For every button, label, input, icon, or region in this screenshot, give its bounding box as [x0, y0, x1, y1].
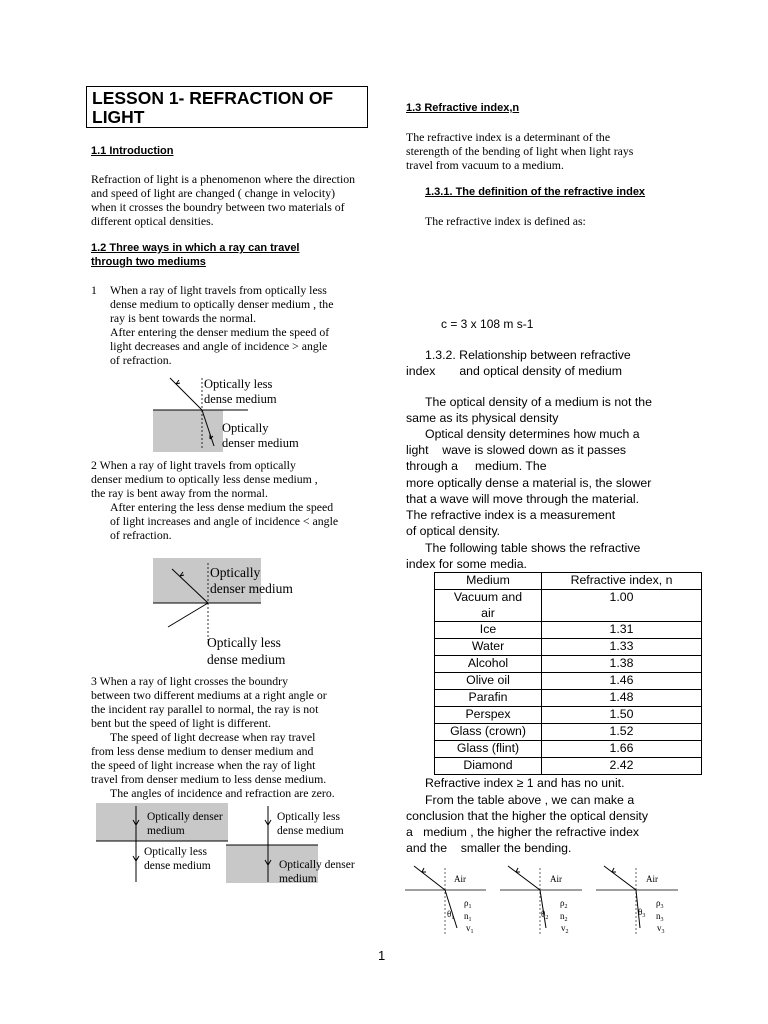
fig2-label-less-dense-2: dense medium — [207, 652, 286, 667]
fig2-label-denser-1: Optically — [210, 565, 261, 580]
table-row — [435, 707, 702, 724]
table-cell-medium: Water — [435, 639, 542, 656]
s132-line1: 1.3.2. Relationship between refractive — [425, 348, 631, 362]
p1-line8: The refractive index is a measurement — [406, 508, 616, 522]
v-label: $v_1$ — [466, 923, 474, 935]
p1-line5: through a medium. The — [406, 459, 547, 473]
way3-line5: The speed of light decrease when ray travel — [110, 730, 316, 744]
way3-line2: between two different mediums at a right angle or — [91, 688, 327, 702]
arrow-icon — [612, 868, 616, 872]
way2-line1: 2 When a ray of light travels from optically — [91, 458, 296, 472]
table-cell-medium: Olive oil — [435, 673, 542, 690]
table-cell-index: 1.38 — [542, 656, 702, 673]
incident-ray — [508, 866, 540, 890]
table-cell-medium: Glass (flint) — [435, 741, 542, 758]
theta-label: $\theta_1$ — [447, 909, 455, 921]
table-cell-medium: Diamond — [435, 758, 542, 775]
p1-line1: The optical density of a medium is not the — [425, 395, 652, 409]
table-cell-index: 1.46 — [542, 673, 702, 690]
table-cell-index: 1.00 — [542, 590, 702, 622]
s13-line3: travel from vacuum to a medium. — [406, 158, 564, 172]
fig3b-label-less-dense-1: Optically less — [277, 811, 340, 823]
table-row — [435, 622, 702, 639]
table-cell-index: 1.52 — [542, 724, 702, 741]
s13-line1: The refractive index is a determinant of the — [406, 130, 611, 144]
incident-ray — [414, 866, 445, 890]
p1-line9: of optical density. — [406, 524, 501, 538]
after-line3: conclusion that the higher the optical density — [406, 809, 648, 823]
incident-ray — [170, 378, 202, 410]
table-cell-medium: Alcohol — [435, 656, 542, 673]
table-cell-medium-line2: air — [481, 605, 495, 620]
fig1-label-denser-1: Optically — [222, 421, 269, 435]
bending-diagram-1 — [405, 866, 486, 935]
table-row — [435, 656, 702, 673]
table-row — [435, 724, 702, 741]
lesson-title: LESSON 1- REFRACTION OF LIGHT — [86, 86, 368, 128]
way1-line5: light decreases and angle of incidence > angle — [110, 339, 328, 353]
refractive-index-table — [434, 572, 702, 775]
heading-introduction: 1.1 Introduction — [91, 145, 174, 157]
way1-line2: dense medium to optically denser medium , the — [110, 297, 334, 311]
v-label: $v_3$ — [657, 923, 665, 935]
way3-line8: travel from denser medium to less dense medium. — [91, 772, 327, 786]
s132-line2: index and optical density of medium — [406, 364, 622, 378]
way1-number: 1 — [91, 283, 97, 297]
n-label: $n_1$ — [464, 911, 472, 923]
table-cell-index: 1.66 — [542, 741, 702, 758]
rho-label: $\rho_3$ — [656, 898, 664, 910]
rho-label: $\rho_2$ — [560, 898, 568, 910]
heading-definition: 1.3.1. The definition of the refractive index — [425, 186, 646, 198]
definition-text: The refractive index is defined as: — [425, 214, 586, 228]
bending-diagram-2 — [500, 866, 582, 935]
heading-three-ways-cont: through two mediums — [91, 256, 206, 268]
after-line2: From the table above , we can make a — [425, 793, 635, 807]
fig3b-label-less-dense-2: dense medium — [277, 825, 344, 837]
s13-line2: sterength of the bending of light when light rays — [406, 144, 634, 158]
table-cell-medium: Parafin — [435, 690, 542, 707]
fig1-label-less-dense-2: dense medium — [204, 392, 277, 406]
speed-of-light-value: c = 3 x 108 m s-1 — [441, 317, 534, 331]
air-label: Air — [454, 874, 466, 884]
way2-line2: denser medium to optically less dense medium , — [91, 472, 318, 486]
theta-label: $\theta_3$ — [638, 907, 646, 919]
way2-line4: After entering the less dense medium the speed — [110, 500, 334, 514]
fig2-label-less-dense-1: Optically less — [207, 635, 281, 650]
way3-line4: bent but the speed of light is different. — [91, 716, 271, 730]
fig3a-label-less-dense-2: dense medium — [144, 860, 211, 872]
incident-ray — [604, 866, 636, 890]
denser-medium-region — [153, 410, 223, 452]
table-cell-index: 1.33 — [542, 639, 702, 656]
table-cell-medium: Ice — [435, 622, 542, 639]
heading-three-ways: 1.2 Three ways in which a ray can travel — [91, 242, 300, 254]
refracted-ray — [168, 603, 208, 627]
table-cell-index: 1.50 — [542, 707, 702, 724]
table-row — [435, 590, 702, 622]
air-label: Air — [646, 874, 658, 884]
table-header-medium: Medium — [435, 573, 542, 590]
heading-refractive-index: 1.3 Refractive index,n — [406, 102, 520, 114]
fig3a-label-denser-1: Optically denser — [147, 811, 223, 823]
arrow-icon — [516, 868, 520, 872]
table-row — [435, 741, 702, 758]
way3-line1: 3 When a ray of light crosses the boundry — [91, 674, 289, 688]
way1-line4: After entering the denser medium the speed of — [110, 325, 330, 339]
table-cell-medium-line1: Vacuum and — [453, 590, 523, 604]
v-label: $v_2$ — [561, 923, 569, 935]
page-number: 1 — [378, 948, 386, 963]
fig3a-label-less-dense-1: Optically less — [144, 846, 207, 858]
p1-line7: that a wave will move through the material. — [406, 492, 640, 506]
table-cell-index: 2.42 — [542, 758, 702, 775]
arrow-icon — [176, 380, 180, 384]
p1-line3: Optical density determines how much a — [425, 427, 640, 441]
p1-line11: index for some media. — [406, 557, 527, 571]
way1-line3: ray is bent towards the normal. — [110, 311, 257, 325]
p1-line10: The following table shows the refractive — [425, 541, 641, 555]
fig1-label-denser-2: denser medium — [222, 436, 299, 450]
air-label: Air — [550, 874, 562, 884]
table-row — [435, 673, 702, 690]
fig2-label-denser-2: denser medium — [210, 581, 293, 596]
fig1-label-less-dense-1: Optically less — [204, 377, 273, 391]
table-cell-medium — [435, 590, 542, 622]
table-cell-medium: Glass (crown) — [435, 724, 542, 741]
fig3b-label-denser-1: Optically denser — [279, 859, 355, 871]
figure-bending-comparison — [400, 860, 690, 940]
n-label: $n_3$ — [656, 911, 664, 923]
table-row — [435, 639, 702, 656]
p1-line4: light wave is slowed down as it passes — [406, 443, 627, 457]
after-line4: a medium , the higher the refractive index — [406, 825, 640, 839]
introduction-paragraph: Refraction of light is a phenomenon where the direction and speed of light are changed ( change in velocity) when it crosses the boundry between two materials of different optical densities. — [91, 172, 356, 228]
way1-line1: When a ray of light travels from optically less — [110, 283, 327, 297]
p1-line2: same as its physical density — [406, 411, 559, 425]
fig3a-label-denser-2: medium — [147, 825, 185, 837]
n-label: $n_2$ — [560, 911, 568, 923]
way3-line7: the speed of light increase when the ray of light — [91, 758, 316, 772]
rho-label: $\rho_1$ — [464, 898, 472, 910]
table-header-row — [435, 573, 702, 590]
table-cell-index: 1.48 — [542, 690, 702, 707]
way3-line9: The angles of incidence and refraction are zero. — [110, 786, 335, 800]
bending-diagram-3 — [596, 866, 678, 935]
p1-line6: more optically dense a material is, the slower — [406, 476, 652, 490]
table-header-index: Refractive index, n — [542, 573, 702, 590]
fig3b-label-denser-2: medium — [279, 873, 317, 885]
table-row — [435, 758, 702, 775]
after-line5: and the smaller the bending. — [406, 841, 572, 855]
theta-label: $\theta_2$ — [541, 909, 549, 921]
way2-line6: of refraction. — [110, 528, 172, 542]
arrow-icon — [422, 868, 426, 872]
way1-line6: of refraction. — [110, 353, 172, 367]
table-cell-medium: Perspex — [435, 707, 542, 724]
after-line1: Refractive index ≥ 1 and has no unit. — [425, 776, 625, 790]
way2-line3: the ray is bent away from the normal. — [91, 486, 268, 500]
way3-line6: from less dense medium to denser medium and — [91, 744, 314, 758]
way2-line5: of light increases and angle of incidence < angle — [110, 514, 339, 528]
table-cell-index: 1.31 — [542, 622, 702, 639]
way3-line3: the incident ray parallel to normal, the ray is not — [91, 702, 319, 716]
table-row — [435, 690, 702, 707]
